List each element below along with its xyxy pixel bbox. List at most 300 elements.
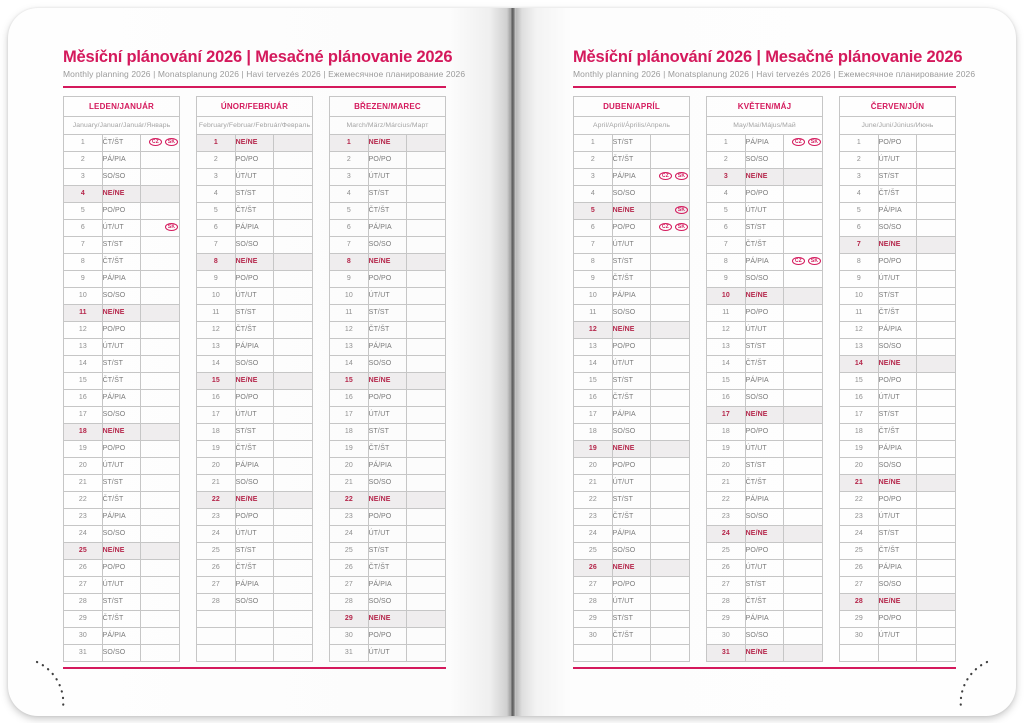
weekday-label: ST/ST — [612, 492, 651, 509]
day-number: 22 — [840, 492, 879, 509]
page-left — [8, 8, 510, 716]
day-row — [64, 135, 180, 152]
day-row — [707, 220, 823, 237]
notes-cell — [917, 135, 956, 152]
notes-cell — [784, 237, 823, 254]
notes-cell — [651, 526, 690, 543]
month-table — [839, 96, 956, 662]
day-row — [707, 645, 823, 662]
day-number: 4 — [840, 186, 879, 203]
notes-cell — [651, 441, 690, 458]
day-number: 31 — [64, 645, 103, 662]
day-number: 25 — [197, 543, 236, 560]
notes-cell — [407, 390, 446, 407]
notes-cell — [407, 152, 446, 169]
notes-cell — [784, 186, 823, 203]
weekday-label: SO/SO — [745, 152, 784, 169]
notes-cell — [274, 322, 313, 339]
weekday-label: SO/SO — [368, 475, 407, 492]
day-number: 18 — [197, 424, 236, 441]
weekday-label: ÚT/UT — [612, 594, 651, 611]
weekday-label: PO/PO — [878, 611, 917, 628]
month-column — [573, 96, 690, 662]
weekday-label: PÁ/PIA — [612, 407, 651, 424]
weekday-label: NE/NE — [612, 322, 651, 339]
day-row — [574, 322, 690, 339]
notes-cell — [274, 305, 313, 322]
day-number: 8 — [840, 254, 879, 271]
notes-cell — [407, 356, 446, 373]
day-row — [840, 424, 956, 441]
notes-cell — [651, 560, 690, 577]
weekday-label: SO/SO — [235, 237, 274, 254]
day-row — [574, 526, 690, 543]
weekday-label: ÚT/UT — [235, 407, 274, 424]
day-number — [840, 645, 879, 662]
weekday-label: SO/SO — [102, 288, 141, 305]
day-row — [197, 577, 313, 594]
weekday-label: ST/ST — [745, 220, 784, 237]
notes-cell — [407, 203, 446, 220]
weekday-label: ČT/ŠT — [878, 186, 917, 203]
notes-cell — [651, 628, 690, 645]
weekday-label: NE/NE — [368, 254, 407, 271]
weekday-label: ST/ST — [745, 339, 784, 356]
notes-cell — [651, 152, 690, 169]
weekday-label: PÁ/PIA — [745, 135, 784, 152]
notes-cell — [274, 577, 313, 594]
weekday-label: NE/NE — [878, 237, 917, 254]
day-number: 23 — [197, 509, 236, 526]
notes-cell — [407, 543, 446, 560]
day-number: 12 — [840, 322, 879, 339]
page-subtitle: Monthly planning 2026 | Monatsplanung 2026 | Havi tervezés 2026 | Ежемесячное планирование 2026 — [573, 69, 976, 79]
notes-cell — [784, 203, 823, 220]
day-number: 3 — [574, 169, 613, 186]
day-row — [707, 577, 823, 594]
weekday-label: PO/PO — [745, 186, 784, 203]
day-number: 17 — [840, 407, 879, 424]
weekday-label: ÚT/UT — [102, 577, 141, 594]
weekday-label: PO/PO — [612, 458, 651, 475]
weekday-label: ST/ST — [102, 475, 141, 492]
weekday-label: PO/PO — [878, 254, 917, 271]
day-number: 9 — [64, 271, 103, 288]
weekday-label: NE/NE — [235, 254, 274, 271]
day-number: 2 — [64, 152, 103, 169]
day-number: 14 — [330, 356, 369, 373]
day-number: 12 — [64, 322, 103, 339]
day-row — [64, 288, 180, 305]
day-row — [197, 186, 313, 203]
day-number: 10 — [840, 288, 879, 305]
weekday-label: SO/SO — [745, 628, 784, 645]
weekday-label: ČT/ŠT — [102, 254, 141, 271]
weekday-label: PO/PO — [235, 509, 274, 526]
day-number: 26 — [707, 560, 746, 577]
weekday-label: PO/PO — [745, 305, 784, 322]
weekday-label: NE/NE — [235, 373, 274, 390]
day-number: 30 — [574, 628, 613, 645]
day-row — [707, 169, 823, 186]
day-number: 12 — [574, 322, 613, 339]
day-number: 28 — [64, 594, 103, 611]
day-number: 27 — [64, 577, 103, 594]
day-row — [330, 322, 446, 339]
weekday-label: ST/ST — [368, 543, 407, 560]
day-number: 18 — [574, 424, 613, 441]
day-number: 7 — [197, 237, 236, 254]
day-number: 17 — [64, 407, 103, 424]
weekday-label: ČT/ŠT — [612, 628, 651, 645]
notes-cell — [917, 560, 956, 577]
day-row — [574, 339, 690, 356]
notes-cell — [917, 186, 956, 203]
weekday-label: ÚT/UT — [878, 390, 917, 407]
day-number: 15 — [840, 373, 879, 390]
day-row — [707, 492, 823, 509]
notes-cell — [784, 271, 823, 288]
weekday-label: ČT/ŠT — [612, 271, 651, 288]
notes-cell — [784, 526, 823, 543]
notes-cell — [141, 441, 180, 458]
day-row — [330, 169, 446, 186]
day-number: 6 — [574, 220, 613, 237]
day-number: 7 — [64, 237, 103, 254]
notes-cell — [141, 594, 180, 611]
weekday-label: SO/SO — [102, 645, 141, 662]
notes-cell — [274, 169, 313, 186]
day-row — [574, 543, 690, 560]
notes-cell — [784, 611, 823, 628]
day-row — [574, 135, 690, 152]
weekday-label: NE/NE — [368, 373, 407, 390]
day-number: 10 — [197, 288, 236, 305]
notes-cell — [917, 254, 956, 271]
weekday-label: PO/PO — [368, 628, 407, 645]
day-number: 20 — [64, 458, 103, 475]
notes-cell — [784, 220, 823, 237]
day-number: 27 — [574, 577, 613, 594]
day-row — [840, 220, 956, 237]
day-number: 5 — [574, 203, 613, 220]
notes-cell — [274, 356, 313, 373]
day-number: 6 — [197, 220, 236, 237]
notes-cell — [917, 424, 956, 441]
day-row — [197, 390, 313, 407]
day-number: 27 — [840, 577, 879, 594]
weekday-label: SO/SO — [878, 577, 917, 594]
day-number: 27 — [330, 577, 369, 594]
day-number: 14 — [64, 356, 103, 373]
weekday-label: PÁ/PIA — [745, 611, 784, 628]
month-name: LEDEN/JANUÁR — [64, 97, 180, 117]
day-number: 2 — [707, 152, 746, 169]
corner-perforation-left — [30, 659, 72, 711]
day-number: 1 — [840, 135, 879, 152]
cz-holiday-badge-icon: CZ — [792, 138, 805, 146]
day-row — [197, 203, 313, 220]
day-number: 21 — [197, 475, 236, 492]
day-number: 8 — [330, 254, 369, 271]
weekday-label: ÚT/UT — [745, 203, 784, 220]
day-number: 1 — [197, 135, 236, 152]
notes-cell — [784, 407, 823, 424]
notes-cell — [141, 645, 180, 662]
weekday-label: ST/ST — [878, 526, 917, 543]
day-row — [707, 322, 823, 339]
day-row — [330, 373, 446, 390]
month-table — [196, 96, 313, 662]
month-column — [839, 96, 956, 662]
day-row — [574, 288, 690, 305]
notes-cell — [141, 220, 180, 237]
weekday-label: SO/SO — [102, 407, 141, 424]
weekday-label: NE/NE — [745, 169, 784, 186]
day-row — [330, 509, 446, 526]
notes-cell — [274, 288, 313, 305]
notes-cell — [141, 543, 180, 560]
day-number: 16 — [64, 390, 103, 407]
notes-cell — [917, 407, 956, 424]
day-row — [330, 475, 446, 492]
weekday-label: SO/SO — [612, 424, 651, 441]
day-row — [330, 186, 446, 203]
notes-cell — [141, 339, 180, 356]
notes-cell — [407, 645, 446, 662]
weekday-label: PÁ/PIA — [235, 220, 274, 237]
weekday-label: PÁ/PIA — [368, 577, 407, 594]
day-number: 24 — [330, 526, 369, 543]
day-number: 13 — [197, 339, 236, 356]
notes-cell — [651, 492, 690, 509]
weekday-label: NE/NE — [102, 305, 141, 322]
day-number: 9 — [330, 271, 369, 288]
weekday-label: ÚT/UT — [745, 441, 784, 458]
day-row — [840, 492, 956, 509]
cz-holiday-badge-icon: CZ — [792, 257, 805, 265]
day-number: 14 — [197, 356, 236, 373]
day-number: 10 — [330, 288, 369, 305]
day-number — [197, 645, 236, 662]
day-row — [64, 458, 180, 475]
day-row — [707, 203, 823, 220]
weekday-label — [235, 611, 274, 628]
notes-cell — [784, 288, 823, 305]
day-row — [840, 373, 956, 390]
notes-cell — [274, 543, 313, 560]
weekday-label: SO/SO — [235, 475, 274, 492]
notes-cell — [407, 594, 446, 611]
day-row — [197, 492, 313, 509]
notes-cell — [141, 135, 180, 152]
day-row — [840, 356, 956, 373]
day-row — [197, 407, 313, 424]
day-row — [707, 628, 823, 645]
day-row — [840, 152, 956, 169]
weekday-label: ČT/ŠT — [368, 203, 407, 220]
weekday-label: PÁ/PIA — [102, 271, 141, 288]
weekday-label: ÚT/UT — [878, 152, 917, 169]
day-number: 22 — [574, 492, 613, 509]
weekday-label: ST/ST — [368, 424, 407, 441]
day-row — [330, 356, 446, 373]
day-number: 7 — [330, 237, 369, 254]
weekday-label: PO/PO — [612, 220, 651, 237]
day-number: 6 — [330, 220, 369, 237]
day-number: 19 — [574, 441, 613, 458]
notes-cell — [407, 475, 446, 492]
day-row — [840, 254, 956, 271]
day-row — [707, 424, 823, 441]
day-row — [574, 407, 690, 424]
planner-spread — [8, 8, 1016, 716]
weekday-label: ST/ST — [235, 305, 274, 322]
day-row — [574, 356, 690, 373]
day-row — [197, 152, 313, 169]
day-number: 10 — [574, 288, 613, 305]
notes-cell — [141, 186, 180, 203]
day-number: 6 — [840, 220, 879, 237]
day-number: 30 — [64, 628, 103, 645]
day-number: 6 — [64, 220, 103, 237]
notes-cell — [917, 373, 956, 390]
weekday-label: SO/SO — [235, 356, 274, 373]
day-row — [574, 475, 690, 492]
day-number: 17 — [707, 407, 746, 424]
day-number: 12 — [330, 322, 369, 339]
notes-cell — [651, 356, 690, 373]
weekday-label: ÚT/UT — [612, 356, 651, 373]
month-name: ČERVEN/JÚN — [840, 97, 956, 117]
day-number: 20 — [574, 458, 613, 475]
day-row — [574, 458, 690, 475]
day-number: 21 — [707, 475, 746, 492]
notes-cell — [407, 526, 446, 543]
day-row — [197, 526, 313, 543]
day-number: 24 — [840, 526, 879, 543]
day-number: 14 — [840, 356, 879, 373]
day-row — [197, 220, 313, 237]
notes-cell — [141, 237, 180, 254]
day-number: 25 — [840, 543, 879, 560]
day-number: 23 — [840, 509, 879, 526]
day-row — [840, 509, 956, 526]
day-number: 18 — [840, 424, 879, 441]
notes-cell — [407, 322, 446, 339]
weekday-label: ČT/ŠT — [368, 322, 407, 339]
day-number: 9 — [197, 271, 236, 288]
notes-cell — [651, 271, 690, 288]
day-row — [840, 628, 956, 645]
day-row — [707, 543, 823, 560]
day-row — [197, 594, 313, 611]
day-row — [64, 152, 180, 169]
weekday-label: ČT/ŠT — [102, 135, 141, 152]
day-number: 19 — [707, 441, 746, 458]
day-number: 17 — [330, 407, 369, 424]
day-number: 24 — [707, 526, 746, 543]
day-number: 16 — [197, 390, 236, 407]
day-number: 22 — [330, 492, 369, 509]
weekday-label: PO/PO — [368, 271, 407, 288]
day-number: 4 — [707, 186, 746, 203]
weekday-label: ČT/ŠT — [368, 560, 407, 577]
day-number: 11 — [840, 305, 879, 322]
notes-cell — [141, 458, 180, 475]
weekday-label: SO/SO — [368, 237, 407, 254]
day-number: 16 — [574, 390, 613, 407]
notes-cell — [917, 458, 956, 475]
weekday-label: ST/ST — [102, 237, 141, 254]
day-number — [574, 645, 613, 662]
day-row — [840, 169, 956, 186]
notes-cell — [141, 152, 180, 169]
weekday-label: ČT/ŠT — [102, 611, 141, 628]
notes-cell — [407, 424, 446, 441]
month-subtitle: April/April/Április/Апрель — [574, 117, 690, 135]
notes-cell — [141, 611, 180, 628]
notes-cell — [651, 543, 690, 560]
weekday-label: PO/PO — [612, 577, 651, 594]
notes-cell — [274, 645, 313, 662]
notes-cell — [141, 203, 180, 220]
day-row — [64, 305, 180, 322]
day-row — [64, 220, 180, 237]
weekday-label: ČT/ŠT — [745, 594, 784, 611]
notes-cell — [274, 560, 313, 577]
day-row — [840, 186, 956, 203]
weekday-label: ST/ST — [612, 611, 651, 628]
day-row — [840, 543, 956, 560]
day-row — [707, 186, 823, 203]
day-row — [330, 645, 446, 662]
day-row — [64, 577, 180, 594]
notes-cell — [141, 390, 180, 407]
notes-cell — [784, 339, 823, 356]
day-row — [574, 628, 690, 645]
day-number: 9 — [840, 271, 879, 288]
notes-cell — [651, 509, 690, 526]
day-number: 29 — [840, 611, 879, 628]
day-row — [197, 288, 313, 305]
weekday-label: ČT/ŠT — [612, 390, 651, 407]
notes-cell — [141, 254, 180, 271]
weekday-label: SO/SO — [878, 220, 917, 237]
weekday-label: ÚT/UT — [102, 339, 141, 356]
notes-cell — [274, 254, 313, 271]
day-row — [64, 254, 180, 271]
day-number: 11 — [64, 305, 103, 322]
day-number: 23 — [330, 509, 369, 526]
day-row — [64, 203, 180, 220]
day-number: 31 — [707, 645, 746, 662]
day-number: 26 — [574, 560, 613, 577]
day-row — [574, 203, 690, 220]
day-number: 20 — [197, 458, 236, 475]
weekday-label: ČT/ŠT — [745, 237, 784, 254]
notes-cell — [141, 305, 180, 322]
day-row — [64, 492, 180, 509]
notes-cell — [407, 135, 446, 152]
day-row — [330, 594, 446, 611]
day-row — [840, 441, 956, 458]
day-row — [574, 254, 690, 271]
day-row — [707, 509, 823, 526]
day-number: 26 — [197, 560, 236, 577]
month-column — [706, 96, 823, 662]
notes-cell — [784, 390, 823, 407]
